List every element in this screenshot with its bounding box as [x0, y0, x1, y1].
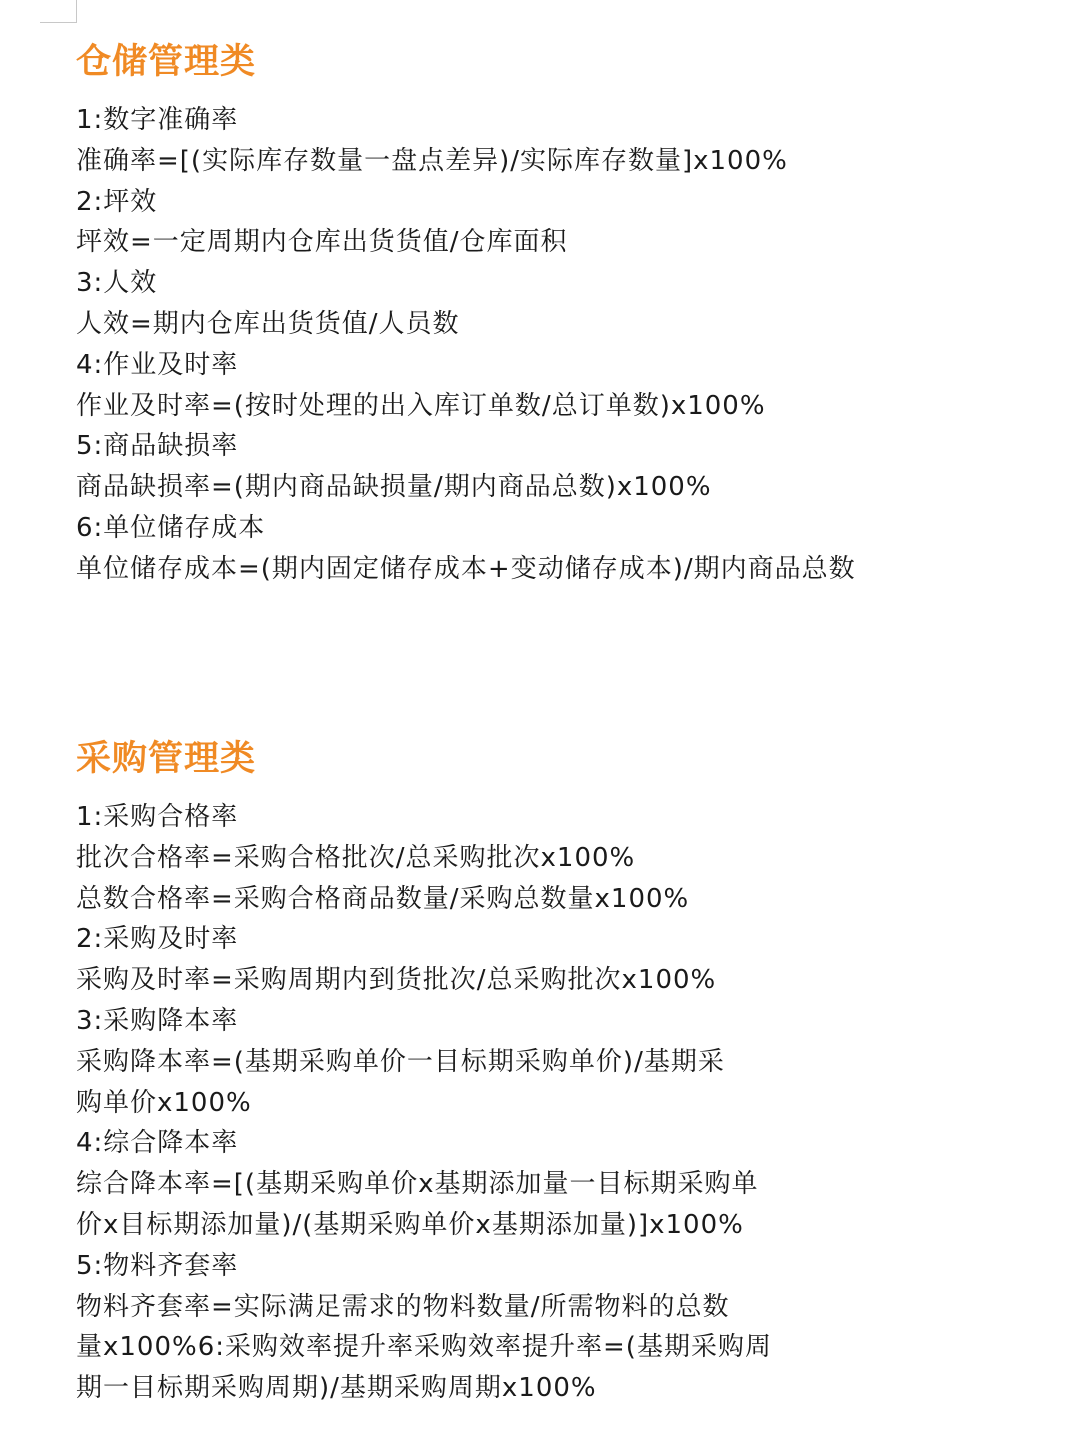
formula-line: 商品缺损率=(期内商品缺损量/期内商品总数)x100% — [76, 472, 712, 503]
formula-line: 量x100%6:采购效率提升率采购效率提升率=(基期采购周 — [76, 1332, 772, 1363]
formula-line: 购单价x100% — [76, 1087, 252, 1118]
page-corner-mark — [40, 0, 77, 23]
item-heading: 1:数字准确率 — [76, 105, 239, 135]
item-heading: 3:人效 — [76, 268, 158, 299]
item-heading: 2:采购及时率 — [76, 924, 239, 955]
formula-line: 准确率=[(实际库存数量一盘点差异)/实际库存数量]x100% — [76, 145, 788, 176]
formula-line: 批次合格率=采购合格批次/总采购批次x100% — [76, 842, 636, 873]
formula-line: 物料齐套率=实际满足需求的物料数量/所需物料的总数 — [76, 1291, 730, 1322]
section-content — [76, 100, 976, 590]
item-heading: 2:坪效 — [76, 186, 158, 217]
formula-line: 总数合格率=采购合格商品数量/采购总数量x100% — [76, 883, 690, 914]
item-heading: 4:作业及时率 — [76, 349, 239, 380]
item-heading: 6:单位储存成本 — [76, 512, 266, 543]
formula-line: 作业及时率=(按时处理的出入库订单数/总订单数)x100% — [76, 390, 766, 421]
formula-line: 单位储存成本=(期内固定储存成本+变动储存成本)/期内商品总数 — [76, 553, 856, 584]
formula-line: 期一目标期采购周期)/基期采购周期x100% — [76, 1373, 597, 1404]
item-heading: 1:采购合格率 — [76, 802, 239, 832]
formula-line: 采购降本率=(基期采购单价一目标期采购单价)/基期采 — [76, 1046, 725, 1077]
section-title: 仓储管理类 — [76, 42, 257, 82]
item-heading: 3:采购降本率 — [76, 1005, 239, 1036]
item-heading: 5:物料齐套率 — [76, 1250, 239, 1281]
formula-line: 坪效=一定周期内仓库出货货值/仓库面积 — [76, 227, 568, 258]
formula-line: 价x目标期添加量)/(基期采购单价x基期添加量)]x100% — [76, 1209, 744, 1240]
item-heading: 5:商品缺损率 — [76, 431, 239, 462]
item-heading: 4:综合降本率 — [76, 1128, 239, 1159]
section-procurement-management — [76, 735, 976, 1409]
section-content — [76, 797, 976, 1409]
formula-line: 人效=期内仓库出货货值/人员数 — [76, 308, 460, 339]
formula-line: 采购及时率=采购周期内到货批次/总采购批次x100% — [76, 965, 717, 996]
formula-line: 综合降本率=[(基期采购单价x基期添加量一目标期采购单 — [76, 1169, 759, 1200]
section-title: 采购管理类 — [76, 739, 257, 779]
section-warehouse-management — [76, 38, 976, 590]
